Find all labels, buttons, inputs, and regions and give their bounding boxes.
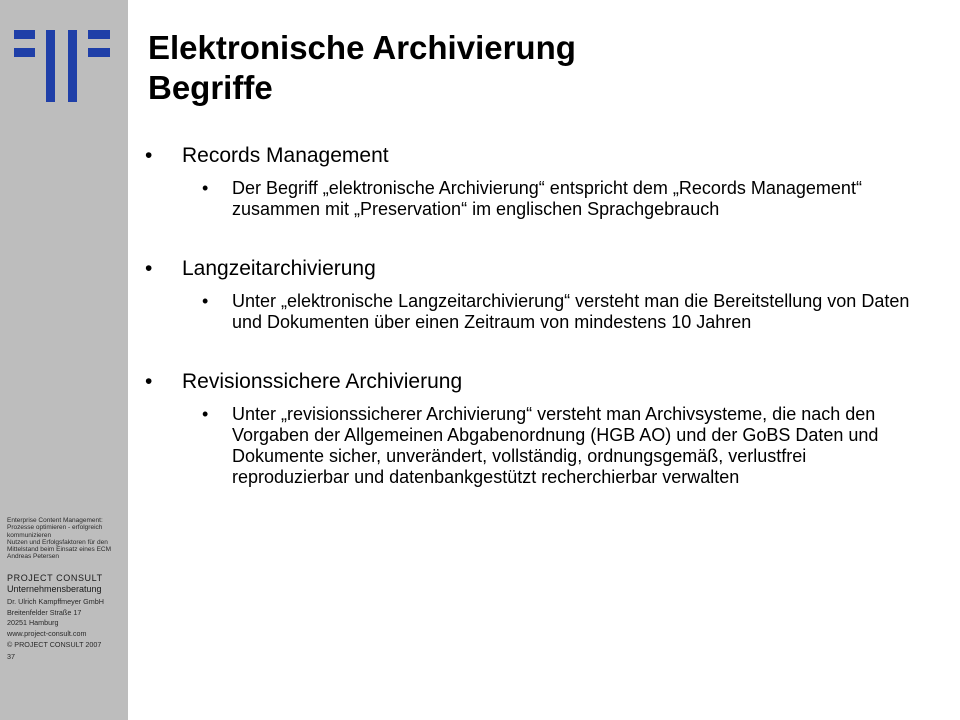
sidebar-brand: PROJECT CONSULT [7,572,103,583]
section-heading: • Revisionssichere Archivierung [145,368,945,396]
section-records-management [145,142,945,220]
section-heading: • Langzeitarchivierung [145,255,945,283]
sidebar-department: Unternehmensberatung [7,583,102,594]
section-heading: • Records Management [145,142,945,170]
sidebar [0,0,128,720]
sidebar-topic-1: Enterprise Content Management: Prozesse optimieren - erfolgreich kommunizieren [7,517,103,539]
slide-title-line-1: Elektronische Archivierung [148,29,576,66]
project-consult-logo [14,30,110,102]
sidebar-city: 20251 Hamburg [7,618,59,628]
sidebar-street: Breitenfelder Straße 17 [7,607,82,617]
sidebar-info [7,517,127,662]
section-langzeitarchivierung [145,255,945,333]
section-revisionssichere-archivierung [145,368,945,488]
sidebar-topic-2: Nutzen und Erfolgsfaktoren für den Mittelstand beim Einsatz eines ECM [7,538,112,554]
slide-title-line-2: Begriffe [148,69,273,106]
sidebar-web: www.project-consult.com [7,629,87,639]
sidebar-copyright: © PROJECT CONSULT 2007 [7,639,102,649]
sidebar-company: Dr. Ulrich Kampffmeyer GmbH [7,596,104,606]
slide-title [148,28,576,108]
sidebar-author: Andreas Petersen [7,553,60,561]
slide-content [145,142,945,523]
section-text: • Der Begriff „elektronische Archivierung“ entspricht dem „Records Management“ zusammen mit „Preservation“ im englischen Sprachgebrauch [202,178,912,220]
section-text: • Unter „revisionssicherer Archivierung“ versteht man Archivsysteme, die nach den Vorgaben der Allgemeinen Abgabenordnung (HGB AO) und der GoBS Daten und Dokumente sicher, unverändert, vollständig, ordnungsgemäß, verlustfrei reproduzierbar und datenbankgestützt recherchierbar verwalten [202,404,912,488]
section-text: • Unter „elektronische Langzeitarchivierung“ versteht man die Bereitstellung von Daten und Dokumenten über einen Zeitraum von mindestens 10 Jahren [202,291,912,333]
page-number: 37 [7,651,15,661]
